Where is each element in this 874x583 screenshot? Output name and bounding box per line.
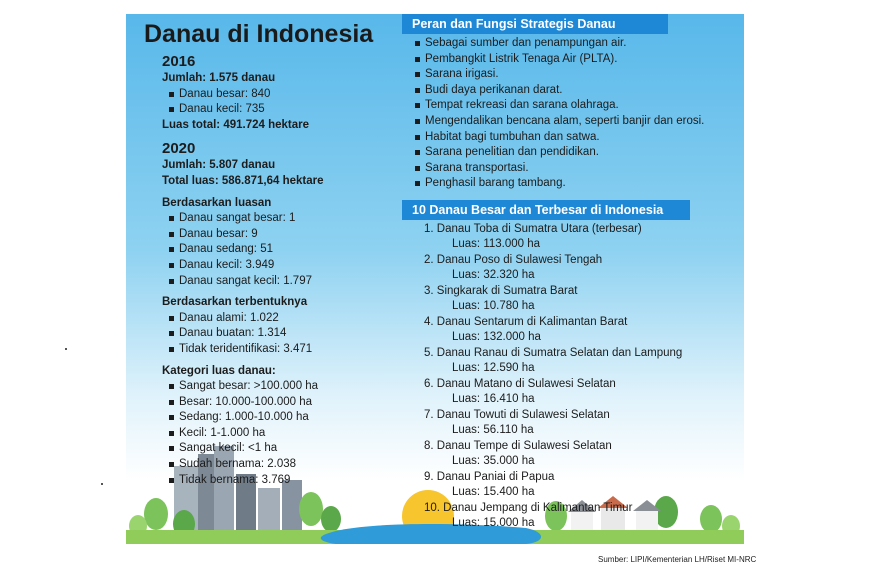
list-item: Danau besar: 9 [162,227,392,243]
luas-2020: Total luas: 586.871,64 hektare [162,174,324,187]
terbentuk-list [162,311,392,358]
kategori-heading: Kategori luas danau: [162,364,276,377]
list-item: Sarana transportasi. [408,161,738,177]
list-item [408,346,708,375]
list-item: Danau alami: 1.022 [162,311,392,327]
list-item: Danau besar: 840 [162,87,392,103]
jumlah-2016: Jumlah: 1.575 danau [162,72,276,84]
lake-name: 7. Danau Towuti di Sulawesi Selatan [424,409,610,421]
lake-area: Luas: 113.000 ha [452,237,541,250]
lake-area: Luas: 15.000 ha [452,516,535,529]
danau10-section [408,222,708,530]
stray-dot [65,348,67,350]
list-item [408,501,708,530]
year-2020: 2020 [162,140,196,158]
lake-name: 4. Danau Sentarum di Kalimantan Barat [424,316,628,328]
list-item: Sarana irigasi. [408,67,738,83]
list-item: Tidak teridentifikasi: 3.471 [162,342,392,358]
lake-name: 3. Singkarak di Sumatra Barat [424,285,578,297]
infographic-panel [126,14,744,544]
list-item: Besar: 10.000-100.000 ha [162,395,392,411]
terbentuk-heading: Berdasarkan terbentuknya [162,296,308,309]
kategori-list [162,379,392,488]
list-item: Sarana penelitian dan pendidikan. [408,145,738,161]
lake-name: 8. Danau Tempe di Sulawesi Selatan [424,440,612,452]
list-item: Danau sangat kecil: 1.797 [162,274,392,290]
lake-name: 9. Danau Paniai di Papua [424,471,555,483]
peran-header: Peran dan Fungsi Strategis Danau [402,14,668,34]
list-item [408,377,708,406]
list-item: Sedang: 1.000-10.000 ha [162,410,392,426]
list-item: Danau kecil: 3.949 [162,258,392,274]
list-item: Habitat bagi tumbuhan dan satwa. [408,130,738,146]
list-item: Danau kecil: 735 [162,102,392,118]
lake-name: 1. Danau Toba di Sumatra Utara (terbesar) [424,223,642,235]
list-item: Sangat besar: >100.000 ha [162,379,392,395]
list-item [408,284,708,313]
lake-area: Luas: 16.410 ha [452,392,535,405]
list-item: Penghasil barang tambang. [408,176,738,192]
list-item: Sebagai sumber dan penampungan air. [408,36,738,52]
danau10-list [408,222,708,530]
page-title: Danau di Indonesia [144,20,374,48]
list-item: Danau buatan: 1.314 [162,326,392,342]
list-item: Danau sangat besar: 1 [162,211,392,227]
luasan-heading: Berdasarkan luasan [162,196,272,209]
list-item: Mengendalikan bencana alam, seperti banjir dan erosi. [408,114,738,130]
lake-name: 10. Danau Jempang di Kalimantan Timur [424,502,633,514]
peran-list [408,36,738,192]
list-item: Danau sedang: 51 [162,242,392,258]
lake-area: Luas: 12.590 ha [452,361,535,374]
danau10-header: 10 Danau Besar dan Terbesar di Indonesia [402,200,690,220]
lake-area: Luas: 32.320 ha [452,268,535,281]
list-item [408,315,708,344]
list-item [408,253,708,282]
list-item: Pembangkit Listrik Tenaga Air (PLTA). [408,52,738,68]
list-item [408,222,708,251]
stray-dot [101,483,103,485]
list-item: Kecil: 1-1.000 ha [162,426,392,442]
list-item: Sangat kecil: <1 ha [162,441,392,457]
list-item: Tidak bernama: 3.769 [162,473,392,489]
lake-area: Luas: 15.400 ha [452,485,535,498]
lake-name: 6. Danau Matano di Sulawesi Selatan [424,378,616,390]
peran-section [408,36,738,192]
list-item [408,408,708,437]
list-item: Budi daya perikanan darat. [408,83,738,99]
lake-area: Luas: 35.000 ha [452,454,535,467]
luasan-list [162,211,392,289]
source-credit: Sumber: LIPI/Kementerian LH/Riset MI-NRC [598,555,757,564]
jumlah-2020: Jumlah: 5.807 danau [162,159,276,172]
lake-area: Luas: 56.110 ha [452,423,534,436]
lake-name: 2. Danau Poso di Sulawesi Tengah [424,254,603,266]
lake-area: Luas: 132.000 ha [452,330,541,343]
list-item [408,439,708,468]
list-item: Sudah bernama: 2.038 [162,457,392,473]
year-2016: 2016 [162,53,196,70]
lake-area: Luas: 10.780 ha [452,299,535,312]
list-item: Tempat rekreasi dan sarana olahraga. [408,98,738,114]
list-item [408,470,708,499]
lake-name: 5. Danau Ranau di Sumatra Selatan dan Lampung [424,347,683,359]
luas-2016: Luas total: 491.724 hektare [162,118,310,131]
left-column [162,52,392,488]
list-2016 [162,87,392,118]
